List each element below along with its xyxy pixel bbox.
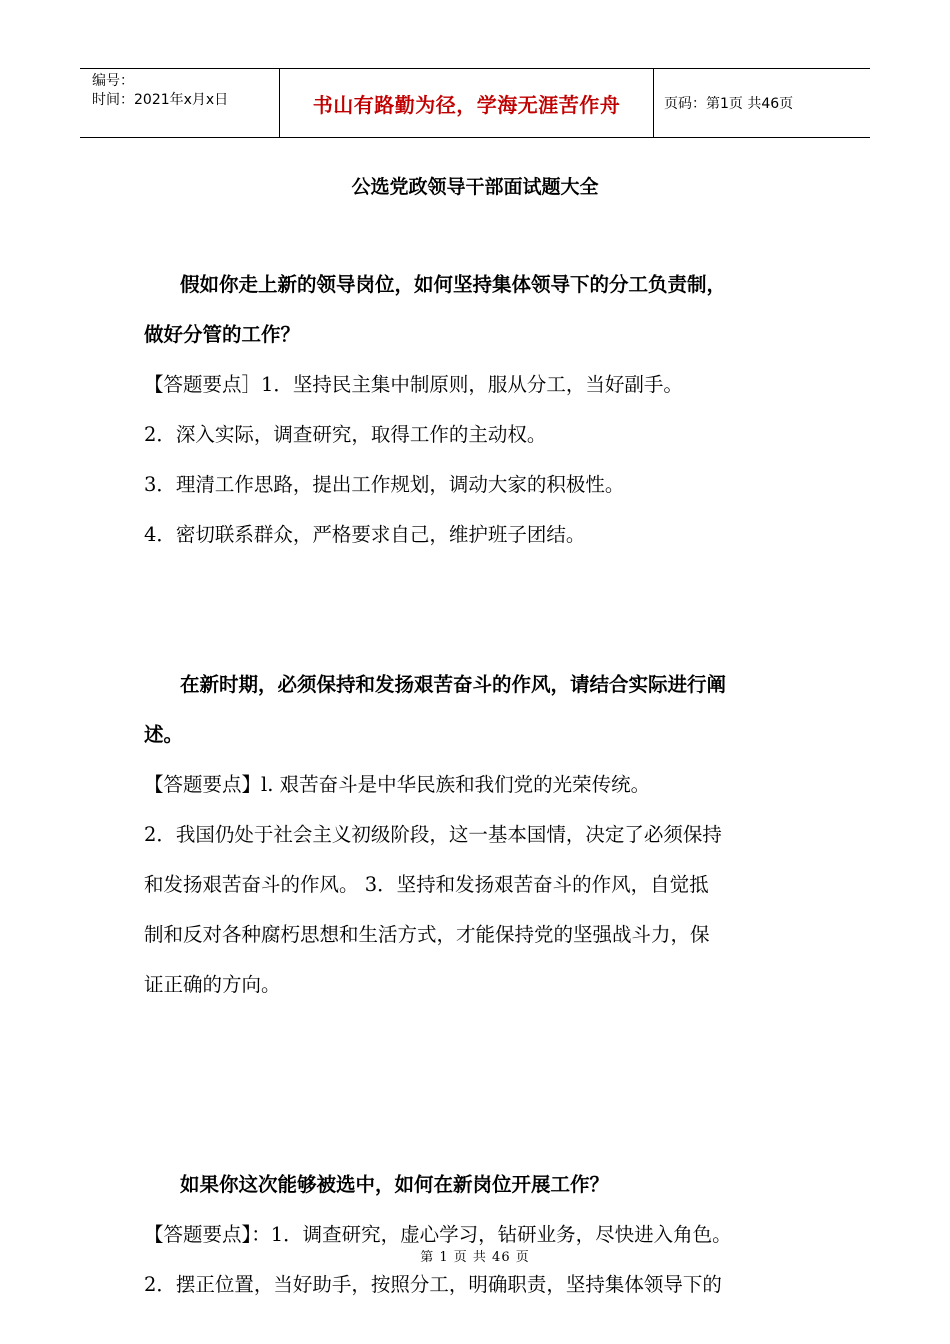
answer-line: 3．理清工作思路，提出工作规划，调动大家的积极性。 xyxy=(144,473,625,496)
page-footer: 第 1 页 共 46 页 xyxy=(420,1250,530,1265)
question-line: 述。 xyxy=(144,723,184,746)
header-motto: 书山有路勤为径，学海无涯苦作舟 xyxy=(280,69,654,137)
serial-number-label: 编号： xyxy=(92,73,134,89)
answer-line: 和发扬艰苦奋斗的作风。 3．坚持和发扬艰苦奋斗的作风，自觉抵 xyxy=(144,873,709,896)
document-title: 公选党政领导干部面试题大全 xyxy=(351,176,599,198)
question-line: 在新时期，必须保持和发扬艰苦奋斗的作风，请结合实际进行阐 xyxy=(180,673,727,696)
answer-line: 【答题要点】：1．调查研究，虚心学习，钻研业务，尽快进入角色。 xyxy=(144,1223,732,1246)
section-spacer xyxy=(144,560,814,660)
section-spacer xyxy=(144,1110,814,1160)
question-line: 如果你这次能够被选中，如何在新岗位开展工作？ xyxy=(180,1173,610,1196)
answer-line: 制和反对各种腐朽思想和生活方式，才能保持党的坚强战斗力，保 xyxy=(144,923,710,946)
answer-line: 4．密切联系群众，严格要求自己，维护班子团结。 xyxy=(144,523,586,546)
header-page-info: 页码：第1页 共46页 xyxy=(664,96,794,112)
question-line: 做好分管的工作？ xyxy=(144,323,301,346)
date-label: 时间：2021年x月x日 xyxy=(92,92,229,108)
answer-line: 【答题要点】l. 艰苦奋斗是中华民族和我们党的光荣传统。 xyxy=(144,773,651,796)
answer-line: 2．摆正位置，当好助手，按照分工，明确职责，坚持集体领导下的 xyxy=(144,1273,722,1296)
header-meta xyxy=(80,69,280,137)
section-spacer xyxy=(144,1010,814,1110)
answer-line: 证正确的方向。 xyxy=(144,973,281,996)
question-line: 假如你走上新的领导岗位，如何坚持集体领导下的分工负责制， xyxy=(180,273,727,296)
document-body xyxy=(144,260,814,1310)
page-header xyxy=(80,68,870,138)
answer-line: 2．我国仍处于社会主义初级阶段，这一基本国情，决定了必须保持 xyxy=(144,823,722,846)
answer-line: 【答题要点］1．坚持民主集中制原则，服从分工，当好副手。 xyxy=(144,373,683,396)
answer-line: 2．深入实际，调查研究，取得工作的主动权。 xyxy=(144,423,547,446)
